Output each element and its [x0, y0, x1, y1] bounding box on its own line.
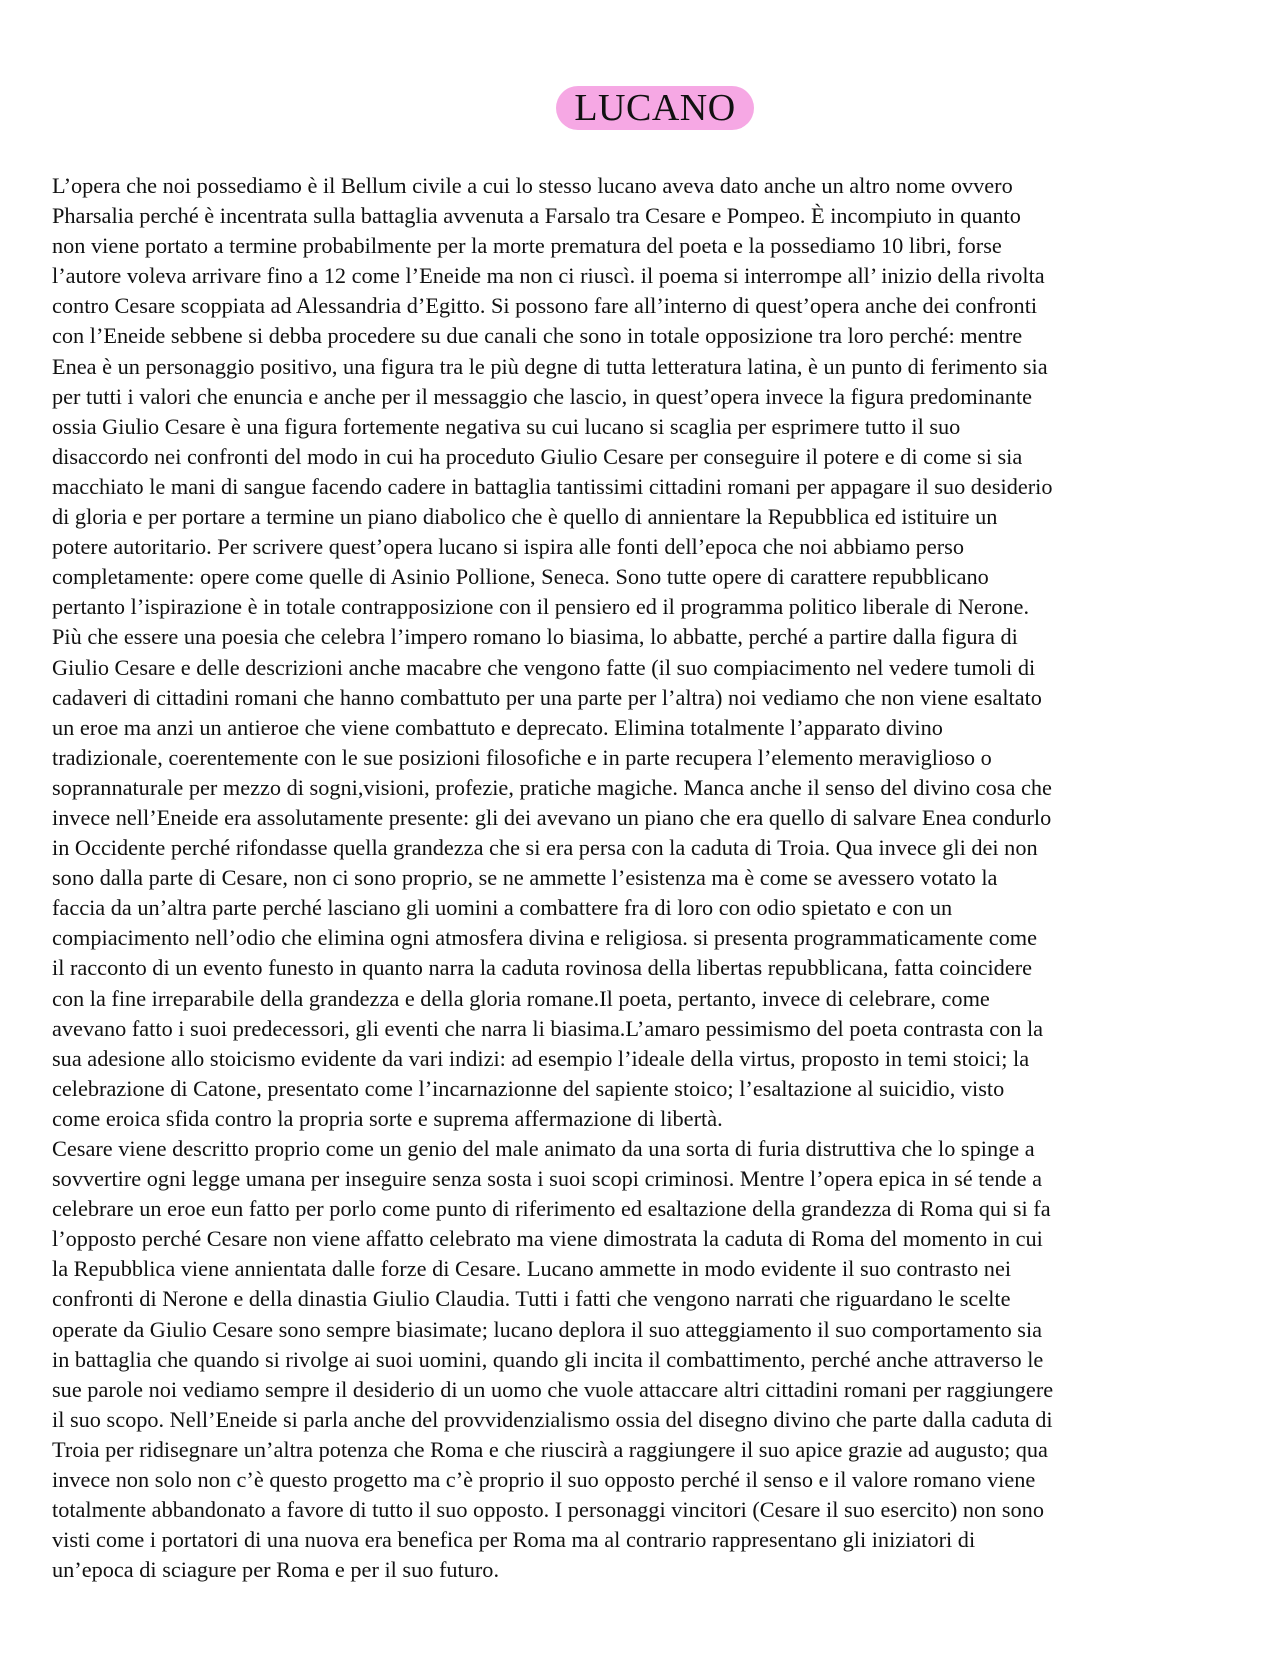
text-line: avevano fatto i suoi predecessori, gli eventi che narra li biasima.L’amaro pessimismo del poeta contrasta con la	[52, 1015, 1044, 1041]
text-line: un’epoca di sciagure per Roma e per il suo futuro.	[52, 1557, 500, 1583]
text-line: Pharsalia perché è incentrata sulla battaglia avvenuta a Farsalo tra Cesare e Pompeo. È incompiuto in quanto	[52, 203, 1021, 229]
text-line: faccia da un’altra parte perché lasciano gli uomini a combattere fra di loro con odio spietato e con un	[52, 895, 953, 921]
title-container	[0, 86, 1280, 130]
text-line: l’opposto perché Cesare non viene affatto celebrato ma viene dimostrata la caduta di Roma del momento in cui	[52, 1226, 1043, 1252]
text-line: totalmente abbandonato a favore di tutto il suo opposto. I personaggi vincitori (Cesare il suo esercito) non sono	[52, 1497, 1044, 1523]
text-line: non viene portato a termine probabilmente per la morte prematura del poeta e la possediamo 10 libri, forse	[52, 233, 1002, 259]
text-line: confronti di Nerone e della dinastia Giulio Claudia. Tutti i fatti che vengono narrati che riguardano le scelte	[52, 1286, 1011, 1312]
text-line: ossia Giulio Cesare è una figura fortemente negativa su cui lucano si scaglia per esprimere tutto il suo	[52, 413, 961, 439]
text-line: Enea è un personaggio positivo, una figura tra le più degne di tutta letteratura latina, è un punto di ferimento sia	[52, 353, 1048, 379]
text-line: sovvertire ogni legge umana per inseguire senza sosta i suoi scopi criminosi. Mentre l’opera epica in sé tende a	[52, 1166, 1043, 1192]
text-line: tradizionale, coerentemente con le sue posizioni filosofiche e in parte recupera l’elemento meraviglioso o	[52, 744, 992, 770]
text-line: L’opera che noi possediamo è il Bellum civile a cui lo stesso lucano aveva dato anche un altro nome ovvero	[52, 173, 1013, 198]
text-line: compiacimento nell’odio che elimina ogni atmosfera divina e religiosa. si presenta programmaticamente come	[52, 925, 1038, 951]
text-line: sono dalla parte di Cesare, non ci sono proprio, se ne ammette l’esistenza ma è come se avessero votato la	[52, 865, 998, 891]
text-line: Troia per ridisegnare un’altra potenza che Roma e che riuscirà a raggiungere il suo apice grazie ad augusto; qua	[52, 1436, 1048, 1462]
text-line: invece nell’Eneide era assolutamente presente: gli dei avevano un piano che era quello di salvare Enea condurlo	[52, 804, 1052, 830]
text-line: macchiato le mani di sangue facendo cadere in battaglia tantissimi cittadini romani per appagare il suo desiderio	[52, 473, 1053, 499]
text-line: sua adesione allo stoicismo evidente da vari indizi: ad esempio l’ideale della virtus, proposto in temi stoici; la	[52, 1045, 1030, 1071]
text-line: operate da Giulio Cesare sono sempre biasimate; lucano deplora il suo atteggiamento il suo comportamento sia	[52, 1316, 1043, 1342]
text-line: in Occidente perché rifondasse quella grandezza che si era persa con la caduta di Troia. Qua invece gli dei non	[52, 835, 1038, 861]
text-line: con l’Eneide sebbene si debba procedere su due canali che sono in totale opposizione tra loro perché: mentre	[52, 323, 1023, 349]
text-line: Giulio Cesare e delle descrizioni anche macabre che vengono fatte (il suo compiacimento nel vedere tumoli di	[52, 654, 1036, 680]
text-line: potere autoritario. Per scrivere quest’opera lucano si ispira alle fonti dell’epoca che noi abbiamo perso	[52, 534, 964, 560]
text-line: sue parole noi vediamo sempre il desiderio di un uomo che vuole attaccare altri cittadini romani per raggiungere	[52, 1376, 1054, 1402]
text-line: Più che essere una poesia che celebra l’impero romano lo biasima, lo abbatte, perché a partire dalla figura di	[52, 624, 1018, 650]
page-title: LUCANO	[556, 86, 753, 130]
text-line: invece non solo non c’è questo progetto ma c’è proprio il suo opposto perché il senso e il valore romano viene	[52, 1467, 1036, 1493]
text-line: celebrare un eroe eun fatto per porlo come punto di riferimento ed esaltazione della grandezza di Roma qui si fa	[52, 1196, 1051, 1222]
text-line: in battaglia che quando si rivolge ai suoi uomini, quando gli incita il combattimento, perché anche attraverso le	[52, 1346, 1044, 1372]
text-line: visti come i portatori di una nuova era benefica per Roma ma al contrario rappresentano gli iniziatori di	[52, 1527, 976, 1553]
text-line: per tutti i valori che enuncia e anche per il messaggio che lascio, in quest’opera invece la figura predominante	[52, 383, 1033, 409]
text-line: il suo scopo. Nell’Eneide si parla anche del provvidenzialismo ossia del disegno divino che parte dalla caduta di	[52, 1406, 1053, 1432]
text-line: di gloria e per portare a termine un piano diabolico che è quello di annientare la Repubblica ed istituire un	[52, 504, 998, 530]
text-line: come eroica sfida contro la propria sorte e suprema affermazione di libertà.	[52, 1105, 723, 1131]
text-line: disaccordo nei confronti del modo in cui ha proceduto Giulio Cesare per conseguire il potere e di come si sia	[52, 443, 1023, 469]
body-paragraph	[52, 171, 1232, 1585]
text-line: con la fine irreparabile della grandezza e della gloria romane.Il poeta, pertanto, invece di celebrare, come	[52, 985, 990, 1011]
text-line: la Repubblica viene annientata dalle forze di Cesare. Lucano ammette in modo evidente il suo contrasto nei	[52, 1256, 1012, 1282]
text-line: Cesare viene descritto proprio come un genio del male animato da una sorta di furia distruttiva che lo spinge a	[52, 1136, 1035, 1161]
text-line: cadaveri di cittadini romani che hanno combattuto per una parte per l’altra) noi vediamo che non viene esaltato	[52, 684, 1042, 710]
text-line: celebrazione di Catone, presentato come l’incarnazionne del sapiente stoico; l’esaltazione al suicidio, visto	[52, 1075, 1005, 1101]
text-line: contro Cesare scoppiata ad Alessandria d’Egitto. Si possono fare all’interno di quest’opera anche dei confronti	[52, 293, 1038, 319]
text-line: completamente: opere come quelle di Asinio Pollione, Seneca. Sono tutte opere di carattere repubblicano	[52, 564, 989, 590]
text-line: l’autore voleva arrivare fino a 12 come l’Eneide ma non ci riuscì. il poema si interrompe all’ inizio della rivolta	[52, 263, 1045, 289]
text-line: pertanto l’ispirazione è in totale contrapposizione con il pensiero ed il programma politico liberale di Nerone.	[52, 594, 1030, 620]
text-line: soprannaturale per mezzo di sogni,visioni, profezie, pratiche magiche. Manca anche il senso del divino cosa che	[52, 774, 1052, 800]
text-line: il racconto di un evento funesto in quanto narra la caduta rovinosa della libertas repubblicana, fatta coincidere	[52, 955, 1033, 981]
text-line: un eroe ma anzi un antieroe che viene combattuto e deprecato. Elimina totalmente l’apparato divino	[52, 714, 943, 740]
